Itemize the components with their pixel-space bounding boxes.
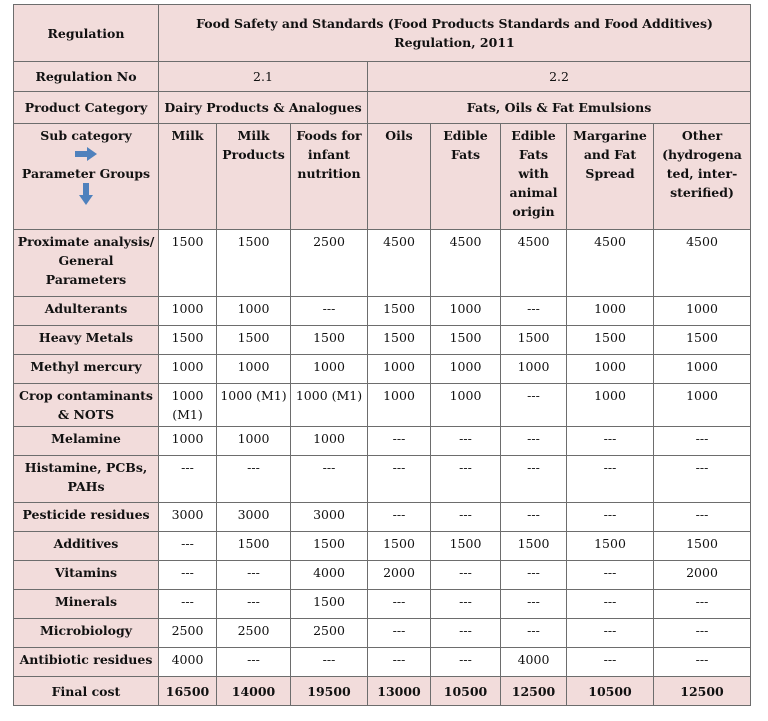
parameter-row: [14, 532, 751, 561]
cost-cell: 1000: [368, 384, 431, 427]
cost-cell: 1500: [159, 326, 217, 355]
cost-cell: ---: [654, 456, 751, 503]
parameter-group-label: Additives: [14, 532, 159, 561]
cost-cell: 1500: [654, 326, 751, 355]
cost-cell: ---: [431, 456, 501, 503]
cost-cell: 1000: [431, 355, 501, 384]
subcat-oils: Oils: [368, 124, 431, 230]
parameter-row: [14, 355, 751, 384]
parameter-row: [14, 619, 751, 648]
final-cost-value: 12500: [501, 677, 567, 706]
subcat-milk-products: Milk Products: [217, 124, 291, 230]
cost-cell: 1000: [431, 297, 501, 326]
regulation-number-2-1: 2.1: [159, 62, 368, 92]
cost-cell: ---: [431, 427, 501, 456]
cost-cell: 1500: [501, 532, 567, 561]
cost-cell: 4500: [368, 230, 431, 297]
cost-cell: 1500: [368, 326, 431, 355]
cost-cell: 4500: [654, 230, 751, 297]
cost-cell: 1000: [431, 384, 501, 427]
cost-cell: 1500: [291, 532, 368, 561]
final-cost-value: 14000: [217, 677, 291, 706]
cost-cell: 2500: [217, 619, 291, 648]
cost-cell: 4000: [501, 648, 567, 677]
cost-cell: 1000: [291, 355, 368, 384]
cost-cell: ---: [501, 619, 567, 648]
parameter-group-label: Minerals: [14, 590, 159, 619]
cost-cell: ---: [501, 590, 567, 619]
parameter-row: [14, 427, 751, 456]
cost-cell: 3000: [159, 503, 217, 532]
cost-cell: ---: [567, 456, 654, 503]
cost-cell: ---: [159, 532, 217, 561]
category-fats: Fats, Oils & Fat Emulsions: [368, 92, 751, 124]
subcat-margarine: Margarine and Fat Spread: [567, 124, 654, 230]
cost-cell: 4500: [501, 230, 567, 297]
final-cost-label: Final cost: [14, 677, 159, 706]
final-cost-value: 16500: [159, 677, 217, 706]
cost-cell: ---: [567, 619, 654, 648]
cost-cell: ---: [291, 456, 368, 503]
cost-cell: 2500: [291, 619, 368, 648]
parameter-group-label: Antibiotic residues: [14, 648, 159, 677]
parameter-group-label: Heavy Metals: [14, 326, 159, 355]
cost-cell: ---: [654, 427, 751, 456]
cost-cell: 1000: [501, 355, 567, 384]
parameter-row: [14, 590, 751, 619]
cost-cell: ---: [217, 648, 291, 677]
cost-cell: 4500: [567, 230, 654, 297]
cost-cell: 1000: [654, 355, 751, 384]
cost-cell: 1500: [567, 326, 654, 355]
parameter-row: [14, 456, 751, 503]
cost-cell: 1000: [217, 355, 291, 384]
parameter-groups-label: Parameter Groups: [21, 166, 151, 181]
cost-cell: ---: [431, 561, 501, 590]
parameter-group-label: Crop contaminants & NOTS: [14, 384, 159, 427]
cost-cell: ---: [567, 590, 654, 619]
cost-cell: 1000: [159, 297, 217, 326]
cost-cell: 1500: [291, 326, 368, 355]
parameter-rows: [14, 230, 751, 677]
cost-cell: ---: [654, 619, 751, 648]
cost-cell: 4000: [159, 648, 217, 677]
final-cost-value: 12500: [654, 677, 751, 706]
cost-cell: ---: [567, 648, 654, 677]
parameter-group-label: Vitamins: [14, 561, 159, 590]
cost-cell: 1000 (M1): [217, 384, 291, 427]
cost-cell: 1000: [217, 297, 291, 326]
cost-cell: ---: [501, 297, 567, 326]
cost-cell: 1000: [159, 427, 217, 456]
parameter-row: [14, 230, 751, 297]
sub-category-row: [14, 124, 751, 230]
final-cost-value: 13000: [368, 677, 431, 706]
parameter-row: [14, 326, 751, 355]
cost-cell: 1500: [291, 590, 368, 619]
regulation-title: Food Safety and Standards (Food Products Standards and Food Additives) Regulation, 2011: [159, 5, 751, 62]
cost-cell: 4500: [431, 230, 501, 297]
cost-cell: 1000: [217, 427, 291, 456]
cost-cell: 2500: [159, 619, 217, 648]
cost-cell: ---: [159, 590, 217, 619]
sub-category-header-cell: [14, 124, 159, 230]
final-cost-value: 19500: [291, 677, 368, 706]
product-category-label: Product Category: [14, 92, 159, 124]
cost-cell: ---: [368, 427, 431, 456]
cost-cell: 1000: [567, 384, 654, 427]
cost-cell: ---: [654, 648, 751, 677]
cost-cell: 1000: [291, 427, 368, 456]
cost-cell: ---: [501, 384, 567, 427]
cost-cell: 4000: [291, 561, 368, 590]
cost-cell: 1000 (M1): [159, 384, 217, 427]
final-cost-value: 10500: [567, 677, 654, 706]
cost-cell: 3000: [217, 503, 291, 532]
parameter-group-label: Pesticide residues: [14, 503, 159, 532]
cost-cell: 1500: [431, 326, 501, 355]
regulation-number-label: Regulation No: [14, 62, 159, 92]
cost-cell: ---: [368, 648, 431, 677]
cost-cell: 1500: [368, 297, 431, 326]
parameter-group-label: Histamine, PCBs, PAHs: [14, 456, 159, 503]
subcat-infant-nutrition: Foods for infant nutrition: [291, 124, 368, 230]
cost-cell: ---: [431, 503, 501, 532]
regulation-label: Regulation: [14, 5, 159, 62]
cost-cell: 1000: [368, 355, 431, 384]
cost-cell: 2000: [654, 561, 751, 590]
cost-cell: ---: [159, 456, 217, 503]
parameter-group-label: Adulterants: [14, 297, 159, 326]
category-dairy: Dairy Products & Analogues: [159, 92, 368, 124]
subcat-edible-fats: Edible Fats: [431, 124, 501, 230]
subcat-edible-fats-animal: Edible Fats with animal origin: [501, 124, 567, 230]
cost-cell: 1000 (M1): [291, 384, 368, 427]
cost-cell: 1000: [567, 297, 654, 326]
cost-cell: ---: [431, 648, 501, 677]
cost-cell: ---: [217, 456, 291, 503]
cost-cell: ---: [291, 648, 368, 677]
cost-cell: ---: [368, 503, 431, 532]
regulation-number-row: [14, 62, 751, 92]
cost-cell: ---: [217, 561, 291, 590]
cost-cell: 1500: [368, 532, 431, 561]
parameter-group-label: Proximate analysis/ General Parameters: [14, 230, 159, 297]
cost-cell: 1000: [654, 297, 751, 326]
cost-cell: ---: [431, 619, 501, 648]
parameter-group-label: Microbiology: [14, 619, 159, 648]
cost-cell: 1000: [654, 384, 751, 427]
parameter-row: [14, 297, 751, 326]
cost-cell: ---: [368, 590, 431, 619]
cost-cell: ---: [654, 590, 751, 619]
regulation-number-2-2: 2.2: [368, 62, 751, 92]
parameter-row: [14, 561, 751, 590]
cost-cell: 1500: [567, 532, 654, 561]
cost-cell: 1500: [431, 532, 501, 561]
cost-cell: ---: [368, 619, 431, 648]
cost-cell: 1500: [217, 532, 291, 561]
cost-cell: 2000: [368, 561, 431, 590]
cost-cell: ---: [501, 427, 567, 456]
cost-cell: ---: [501, 456, 567, 503]
cost-cell: 1500: [654, 532, 751, 561]
subcat-other: Other (hydrogena ted, inter-sterified): [654, 124, 751, 230]
cost-cell: ---: [567, 503, 654, 532]
final-cost-row: [14, 677, 751, 706]
parameter-group-label: Melamine: [14, 427, 159, 456]
cost-cell: 1500: [501, 326, 567, 355]
cost-cell: ---: [217, 590, 291, 619]
final-cost-value: 10500: [431, 677, 501, 706]
cost-cell: ---: [368, 456, 431, 503]
cost-cell: 2500: [291, 230, 368, 297]
parameter-group-label: Methyl mercury: [14, 355, 159, 384]
cost-cell: ---: [654, 503, 751, 532]
subcat-milk: Milk: [159, 124, 217, 230]
right-arrow-icon: [75, 147, 97, 161]
cost-cell: 1000: [567, 355, 654, 384]
cost-cell: 3000: [291, 503, 368, 532]
cost-cell: 1500: [217, 326, 291, 355]
product-category-row: [14, 92, 751, 124]
parameter-row: [14, 503, 751, 532]
cost-cell: ---: [431, 590, 501, 619]
cost-cell: ---: [501, 561, 567, 590]
cost-cell: 1500: [217, 230, 291, 297]
parameter-row: [14, 648, 751, 677]
down-arrow-icon: [79, 183, 93, 205]
cost-cell: 1000: [159, 355, 217, 384]
cost-cell: ---: [159, 561, 217, 590]
cost-table: [13, 4, 751, 706]
parameter-row: [14, 384, 751, 427]
cost-cell: ---: [567, 427, 654, 456]
sub-category-label: Sub category: [40, 128, 132, 143]
cost-cell: 1500: [159, 230, 217, 297]
cost-cell: ---: [501, 503, 567, 532]
cost-cell: ---: [567, 561, 654, 590]
regulation-row: [14, 5, 751, 62]
cost-cell: ---: [291, 297, 368, 326]
